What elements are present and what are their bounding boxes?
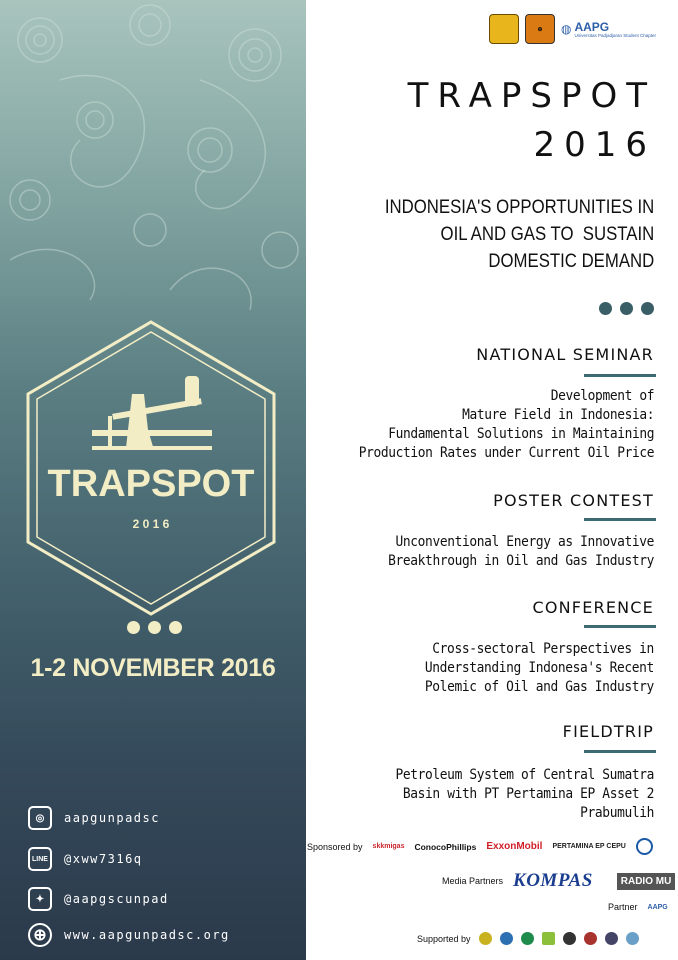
supporter-logo-icon bbox=[479, 932, 492, 945]
social-website[interactable] bbox=[28, 923, 230, 947]
supporter-logo-icon bbox=[500, 932, 513, 945]
left-dots bbox=[127, 621, 182, 634]
supporter-logo-icon bbox=[563, 932, 576, 945]
section-heading-fieldtrip: FIELDTRIP bbox=[562, 722, 654, 741]
title-year: 2016 bbox=[533, 125, 656, 165]
section-rule bbox=[584, 518, 656, 521]
globe-icon: ⊕ bbox=[28, 923, 52, 947]
social-handle: www.aapgunpadsc.org bbox=[64, 928, 230, 942]
aapg-subtext: Universitas Padjadjaran Student Chapter bbox=[574, 32, 656, 38]
faculty-logo-icon: ⊕ bbox=[525, 14, 555, 44]
section-heading-poster: POSTER CONTEST bbox=[493, 491, 654, 510]
theme-subtitle: INDONESIA'S OPPORTUNITIES IN OIL AND GAS TO SUSTAIN DOMESTIC DEMAND bbox=[384, 196, 654, 272]
supporter-logo-icon bbox=[584, 932, 597, 945]
sponsor-pertamina: PERTAMINA EP CEPU bbox=[552, 843, 626, 850]
partner-aapg: AAPG bbox=[647, 903, 668, 911]
right-dots bbox=[599, 302, 654, 315]
sponsor-skkmigas: skkmigas bbox=[372, 843, 405, 850]
sponsor-row bbox=[307, 838, 653, 855]
section-rule bbox=[584, 625, 656, 628]
supported-label: Supported by bbox=[417, 933, 471, 944]
section-body-conference: Cross-sectoral Perspectives in Understanding Indonesa's Recent Polemic of Oil and Gas Industry bbox=[425, 641, 654, 695]
logo-name: TRAPSPOT bbox=[47, 463, 255, 505]
media-kompas: KOMPAS bbox=[513, 870, 593, 891]
trapspot-hexagon-logo bbox=[22, 318, 280, 618]
section-body-poster: Unconventional Energy as Innovative Breakthrough in Oil and Gas Industry bbox=[388, 534, 654, 569]
twitter-icon: ✦ bbox=[28, 887, 52, 911]
university-crest-icon bbox=[489, 14, 519, 44]
section-body-fieldtrip: Petroleum System of Central Sumatra Basin with PT Pertamina EP Asset 2 Prabumulih bbox=[395, 767, 654, 821]
section-rule bbox=[584, 750, 656, 753]
event-date: 1-2 NOVEMBER 2016 bbox=[30, 654, 276, 682]
globe-icon: ◍ bbox=[560, 22, 572, 36]
social-handle: @aapgscunpad bbox=[64, 892, 169, 906]
supporter-logo-icon bbox=[542, 932, 555, 945]
sponsor-exxonmobil: ExxonMobil bbox=[486, 841, 543, 852]
sponsor-label: Sponsored by bbox=[307, 841, 363, 852]
social-instagram[interactable] bbox=[28, 806, 160, 830]
partner-label: Partner bbox=[608, 902, 638, 912]
left-banner-panel bbox=[0, 0, 306, 960]
aapg-logo bbox=[561, 21, 656, 38]
paisley-pattern bbox=[0, 0, 306, 320]
sponsor-conocophillips: ConocoPhillips bbox=[414, 841, 477, 852]
logo-year: 2 0 1 6 bbox=[132, 517, 170, 531]
supporter-logo-icon bbox=[605, 932, 618, 945]
supporter-logo-icon bbox=[521, 932, 534, 945]
social-handle: @xww7316q bbox=[64, 852, 143, 866]
sponsor-logo-icon bbox=[636, 838, 653, 855]
media-label: Media Partners bbox=[442, 876, 504, 886]
aapg-text: AAPG bbox=[574, 19, 610, 34]
instagram-icon: ◎ bbox=[28, 806, 52, 830]
section-rule bbox=[584, 374, 656, 377]
line-icon: LINE bbox=[28, 847, 52, 871]
supporter-logo-icon bbox=[626, 932, 639, 945]
partner-row bbox=[608, 902, 668, 912]
organizer-logos bbox=[489, 14, 656, 44]
media-radio: RADIO MU bbox=[617, 873, 676, 890]
title-name: TRAPSPOT bbox=[407, 76, 656, 116]
section-body-seminar: Development of Mature Field in Indonesia: Fundamental Solutions in Maintaining Production Rates under Current Oil Price bbox=[358, 388, 654, 461]
social-line[interactable] bbox=[28, 847, 143, 871]
section-heading-conference: CONFERENCE bbox=[532, 598, 654, 617]
media-partner-row bbox=[442, 870, 675, 892]
social-handle: aapgunpadsc bbox=[64, 811, 160, 825]
section-heading-seminar: NATIONAL SEMINAR bbox=[476, 345, 654, 364]
supported-row bbox=[417, 932, 639, 945]
social-twitter[interactable] bbox=[28, 887, 169, 911]
